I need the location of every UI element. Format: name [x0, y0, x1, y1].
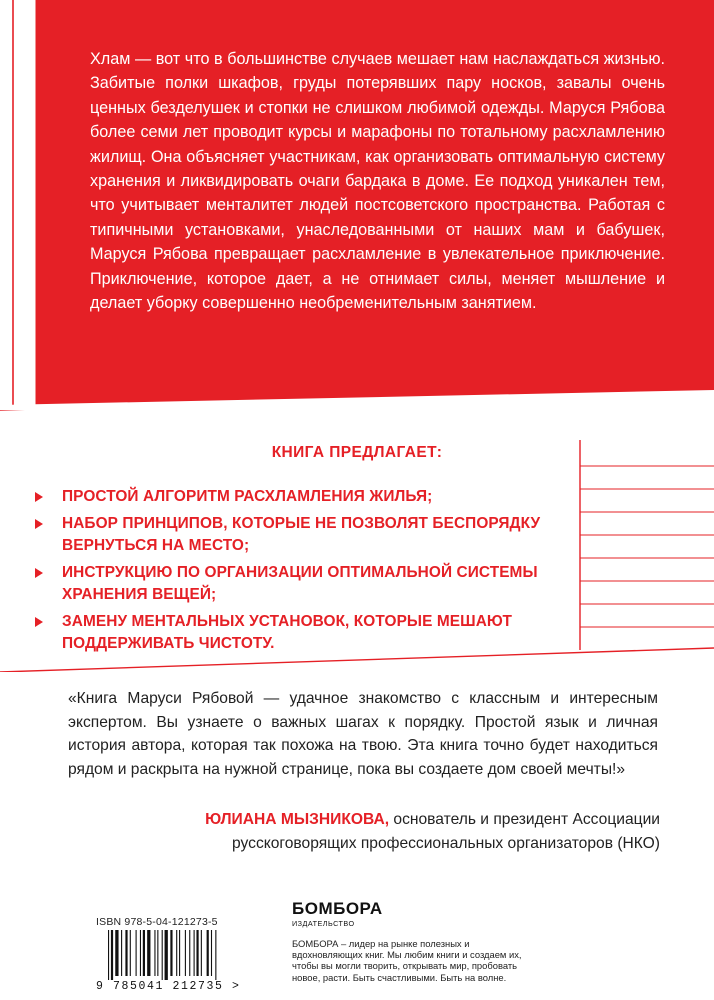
barcode-bar: [176, 930, 177, 976]
triangle-bullet-icon: [35, 519, 43, 529]
barcode-bar: [108, 930, 109, 980]
barcode-bar: [147, 930, 150, 976]
triangle-bullet-icon: [35, 617, 43, 627]
barcode-bar: [165, 930, 168, 980]
barcode-bar: [143, 930, 145, 976]
barcode-bar: [154, 930, 155, 976]
barcode-bar: [111, 930, 113, 980]
barcode-bar: [140, 930, 141, 976]
publisher-subtitle: ИЗДАТЕЛЬСТВО: [292, 919, 355, 928]
barcode-bar: [185, 930, 186, 976]
offer-text: НАБОР ПРИНЦИПОВ, КОТОРЫЕ НЕ ПОЗВОЛЯТ БЕСПОРЯДКУ ВЕРНУТЬСЯ НА МЕСТО;: [62, 515, 541, 554]
barcode-bar: [157, 930, 158, 976]
barcode-bar: [121, 930, 122, 976]
triangle-bullet-icon: [35, 568, 43, 578]
barcode-bar: [136, 930, 137, 976]
isbn-label: ISBN 978-5-04-121273-5: [96, 916, 218, 928]
barcode-bar: [189, 930, 190, 976]
offer-item: [35, 562, 580, 606]
barcode-bar: [196, 930, 198, 976]
author-role: основатель и президент Ассоциации русскоговорящих профессиональных организаторов (НКО): [232, 811, 660, 852]
barcode-bar: [211, 930, 212, 976]
barcode-bar: [130, 930, 131, 976]
review-quote: «Книга Маруси Рябовой — удачное знакомство с классным и интересным экспертом. Вы узнаете о важных шагах к порядку. Простой язык и личная история автора, которая так похожа на твою. Эта книга точно будет находиться рядом и раскрыта на нужной странице, пока вы создаете дом своей мечты!»: [68, 690, 658, 779]
barcode-bar: [115, 930, 118, 976]
offer-text: ПРОСТОЙ АЛГОРИТМ РАСХЛАМЛЕНИЯ ЖИЛЬЯ;: [62, 488, 433, 505]
book-description: Хлам — вот что в большинстве случаев мешает нам наслаждаться жизнью. Забитые полки шкафов, груды потерявших пару носков, завалы очень ценных безделушек и стопки не слишком любимой одежды. Маруся Рябова более семи лет проводит курсы и марафоны по тотальному расхламлению жилищ. Она объясняет участникам, как организовать оптимальную систему хранения и ликвидировать очаги бардака в доме. Ее подход уникален тем, что учитывает менталитет людей постсоветского пространства. Работая с типичными установками, унаследованными от наших мам и бабушек, Маруся Рябова превращает расхламление в увлекательное приключение. Приключение, которое дает, а не отнимает силы, меняет мышление и делает уборку совершенно необременительным занятием.: [90, 50, 665, 313]
barcode-icon: [106, 930, 256, 980]
barcode-bar: [162, 930, 163, 980]
barcode-bar: [194, 930, 195, 976]
publisher-logo: БОМБОРА: [292, 899, 383, 918]
offer-item: [35, 513, 580, 557]
offers-list: [35, 486, 580, 660]
offers-title: КНИГА ПРЕДЛАГАЕТ:: [271, 444, 443, 461]
barcode-digits: 9 785041 212735 >: [96, 980, 241, 993]
barcode-bar: [215, 930, 216, 980]
author-name: ЮЛИАНА МЫЗНИКОВА,: [205, 811, 390, 828]
barcode-bar: [201, 930, 202, 976]
offer-text: ЗАМЕНУ МЕНТАЛЬНЫХ УСТАНОВОК, КОТОРЫЕ МЕШАЮТ ПОДДЕРЖИВАТЬ ЧИСТОТУ.: [62, 613, 512, 652]
offer-item: [35, 611, 580, 655]
barcode-bar: [170, 930, 172, 976]
publisher-description: БОМБОРА – лидер на рынке полезных и вдохновляющих книг. Мы любим книги и создаем их, чтобы вы могли творить, открывать мир, пробовать новое, расти. Быть счастливыми. Быть на волне.: [292, 938, 522, 983]
description-panel: [0, 0, 714, 410]
barcode-block: [96, 916, 266, 994]
offer-text: ИНСТРУКЦИЮ ПО ОРГАНИЗАЦИИ ОПТИМАЛЬНОЙ СИСТЕМЫ ХРАНЕНИЯ ВЕЩЕЙ;: [62, 564, 538, 603]
barcode-bar: [179, 930, 180, 976]
triangle-bullet-icon: [35, 492, 43, 502]
barcode-bar: [125, 930, 127, 976]
offer-item: [35, 486, 580, 508]
quote-author: [85, 808, 660, 855]
barcode-bar: [207, 930, 209, 976]
publisher-block: [292, 900, 522, 983]
